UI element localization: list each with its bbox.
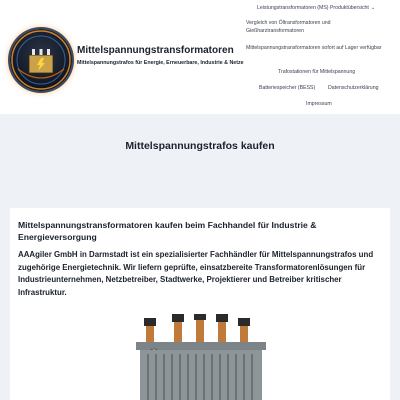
- nav-item-vergleich[interactable]: Vergleich von Öltransformatoren und Gießharztransformatoren: [246, 20, 331, 34]
- chevron-down-icon: ⌄: [370, 5, 376, 11]
- nav-item-impressum[interactable]: Impressum: [306, 101, 332, 107]
- section-heading: Mittelspannungstransformatoren kaufen beim Fachhandel für Industrie & Energieversorgung: [18, 220, 317, 242]
- nav-item-datenschutz[interactable]: Datenschutzerklärung: [328, 85, 379, 91]
- site-logo[interactable]: [10, 29, 72, 91]
- transformer-logo-icon: [10, 29, 72, 91]
- nav-item-trafostationen[interactable]: Trafostationen für Mittelspannung: [278, 69, 356, 75]
- site-tagline: Mittelspannungstrafos für Energie, Erneuerbare, Industrie & Netze: [77, 60, 244, 66]
- nav-item-batteriespeicher[interactable]: Batteriespeicher (BESS): [259, 85, 316, 91]
- site-title[interactable]: Mittelspannungstransformatoren: [77, 45, 234, 56]
- nav-item-lager[interactable]: Mittelspannungstransformatoren sofort auf Lager verfügbar: [246, 45, 382, 51]
- intro-paragraph: AAAgiler GmbH in Darmstadt ist ein spezialisierter Fachhändler für Mittelspannungstrafos und zugehörige Energietechnik. Wir liefern geprüfte, einsatzbereite Transformatorenlösungen für Industrieunternehmen, Netzbetreiber, Stadtwerke, Projektierer und Betreiber kritischer Infrastruktur.: [18, 250, 374, 297]
- hero-banner: [0, 114, 400, 194]
- page-title: Mittelspannungstrafos kaufen: [125, 140, 275, 152]
- transformer-product-image: [136, 314, 266, 400]
- nav-item-label: Leistungstransformatoren (MS) Produktübersicht: [257, 5, 369, 11]
- nav-item-produktuebersicht[interactable]: [257, 4, 375, 12]
